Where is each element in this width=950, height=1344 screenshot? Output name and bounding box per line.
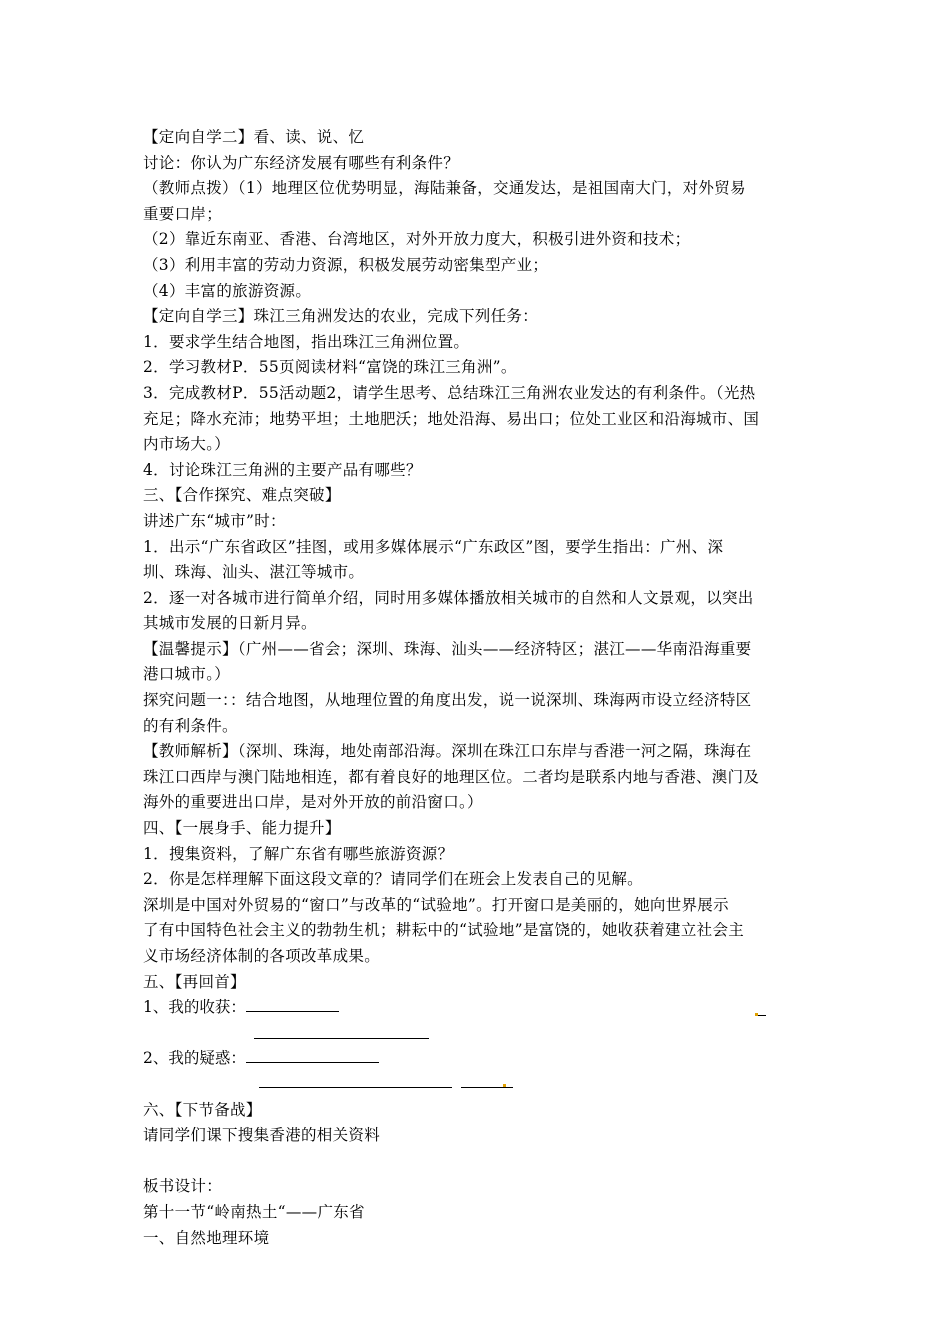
text-line: 圳、珠海、汕头、湛江等城市。	[143, 563, 365, 582]
harvest-label: 1、我的收获：	[143, 998, 246, 1017]
doubt-field	[143, 1046, 813, 1072]
harvest-blank	[246, 997, 339, 1012]
text-line: 1．要求学生结合地图，指出珠江三角洲位置。	[143, 332, 470, 351]
harvest-blank-line	[254, 1037, 429, 1039]
text-line: 义市场经济体制的各项改革成果。	[143, 947, 381, 965]
text-line: 2．你是怎样理解下面这段文章的？请同学们在班会上发表自己的见解。	[143, 870, 643, 889]
text-line: （2）靠近东南亚、香港、台湾地区，对外开放力度大，积极引进外资和技术；	[143, 230, 691, 249]
section-heading: 六、【下节备战】	[143, 1100, 262, 1119]
text-line: （教师点拨）（1）地理区位优势明显，海陆兼备，交通发达，是祖国南大门，对外贸易	[143, 179, 746, 198]
text-line: 一、自然地理环境	[143, 1228, 270, 1247]
text-line: （3）利用丰富的劳动力资源，积极发展劳动密集型产业；	[143, 255, 549, 274]
mark-dot	[503, 1084, 506, 1087]
text-line: 深圳是中国对外贸易的“窗口”与改革的“试验地”。打开窗口是美丽的，她向世界展示	[143, 895, 729, 914]
text-line: 港口城市。）	[143, 665, 231, 684]
blank-line	[143, 1149, 813, 1175]
text-line: 其城市发展的日新月异。	[143, 614, 317, 633]
text-line: 讨论：你认为广东经济发展有哪些有利条件？	[143, 153, 460, 172]
text-line: 请同学们课下搜集香港的相关资料	[143, 1126, 381, 1145]
section-heading: 五、【再回首】	[143, 972, 246, 991]
text-line: 【定向自学三】珠江三角洲发达的农业，完成下列任务：	[143, 307, 539, 326]
harvest-field	[143, 995, 813, 1021]
text-line: 【定向自学二】看、读、说、忆	[143, 128, 365, 146]
text-line: 内市场大。）	[143, 435, 231, 454]
board-design-title: 板书设计：	[143, 1177, 223, 1196]
text-line: 1．搜集资料，了解广东省有哪些旅游资源？	[143, 844, 454, 863]
harvest-blank-end	[758, 1014, 766, 1016]
text-line: 【温馨提示】（广州——省会；深圳、珠海、汕头——经济特区；湛江——华南沿海重要	[143, 639, 752, 658]
doubt-continuation	[143, 1072, 813, 1098]
doubt-blank-line	[259, 1086, 452, 1088]
text-line: 2．学习教材P．55页阅读材料“富饶的珠江三角洲”。	[143, 358, 517, 377]
text-line: 2．逐一对各城市进行简单介绍，同时用多媒体播放相关城市的自然和人文景观，以突出	[143, 588, 754, 607]
text-line: 4．讨论珠江三角洲的主要产品有哪些？	[143, 460, 422, 479]
text-line: 3．完成教材P．55活动题2，请学生思考、总结珠江三角洲农业发达的有利条件。（光热	[143, 383, 756, 402]
text-line: 的有利条件。	[143, 716, 238, 735]
text-line: 1．出示“广东省政区”挂图，或用多媒体展示“广东政区”图，要学生指出：广州、深	[143, 537, 724, 556]
text-line: 讲述广东“城市”时：	[143, 511, 286, 530]
text-line: 【教师解析】（深圳、珠海，地处南部沿海。深圳在珠江口东岸与香港一河之隔，珠海在	[143, 742, 752, 761]
document-body	[143, 125, 813, 1251]
text-line: 海外的重要进出口岸，是对外开放的前沿窗口。）	[143, 793, 483, 812]
text-line: （4）丰富的旅游资源。	[143, 281, 312, 300]
text-line: 珠江口西岸与澳门陆地相连，都有着良好的地理区位。二者均是联系内地与香港、澳门及	[143, 767, 760, 786]
doubt-blank	[246, 1048, 379, 1063]
section-heading: 四、【一展身手、能力提升】	[143, 819, 341, 838]
text-line: 了有中国特色社会主义的勃勃生机；耕耘中的“试验地”是富饶的，她收获着建立社会主	[143, 921, 745, 940]
doubt-label: 2、我的疑惑：	[143, 1049, 246, 1068]
text-line: 第十一节“岭南热土“——广东省	[143, 1202, 365, 1221]
section-heading: 三、【合作探究、难点突破】	[143, 486, 341, 505]
text-line: 探究问题一：：结合地图，从地理位置的角度出发，说一说深圳、珠海两市设立经济特区	[143, 691, 752, 710]
text-line: 充足；降水充沛；地势平坦；土地肥沃；地处沿海、易出口；位处工业区和沿海城市、国	[143, 409, 760, 428]
text-line: 重要口岸；	[143, 204, 223, 223]
harvest-continuation	[143, 1021, 813, 1047]
